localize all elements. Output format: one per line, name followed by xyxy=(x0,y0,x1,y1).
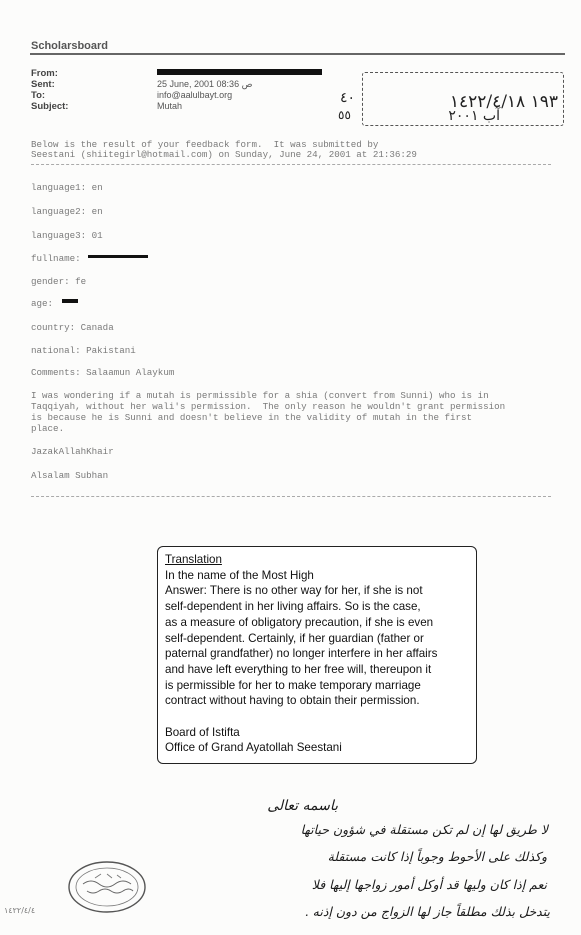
sent-label: Sent: xyxy=(31,79,55,90)
question-line-2: Taqqiyah, without her wali's permission. The only reason he wouldn't grant permission xyxy=(31,401,506,412)
handwritten-line-1: لا طريق لها إن لم تكن مستقلة في شؤون حياتها xyxy=(300,822,548,837)
question-line-4: place. xyxy=(31,423,65,434)
handwritten-line-4: يتدخل بذلك مطلقاً جاز لها الزواج من دون إذنه . xyxy=(304,904,550,919)
to-label: To: xyxy=(31,90,46,101)
field-gender: gender: fe xyxy=(31,276,87,287)
redacted-sender xyxy=(157,69,322,75)
intro-line-1: Below is the result of your feedback form. It was submitted by xyxy=(31,139,379,150)
translation-signature-1: Board of Istifta xyxy=(165,725,240,739)
closing-line-2: Alsalam Subhan xyxy=(31,470,109,481)
stamp-side-number-2: ٥٥ xyxy=(338,108,351,122)
email-brand: Scholarsboard xyxy=(31,40,109,52)
field-comments: Comments: Salaamun Alaykum xyxy=(31,367,175,378)
translation-line: contract without having to obtain their permission. xyxy=(165,694,420,708)
translation-signature-2: Office of Grand Ayatollah Seestani xyxy=(165,741,342,755)
field-country: country: Canada xyxy=(31,322,114,333)
translation-line: In the name of the Most High xyxy=(165,568,314,582)
subject-value: Mutah xyxy=(157,101,183,111)
translation-line: is permissible for her to make temporary marriage xyxy=(165,678,421,692)
stamp-side-number: ٤٠ xyxy=(340,90,356,106)
field-language3: language3: 01 xyxy=(31,230,103,241)
translation-line: paternal grandfather) no longer interfere in her affairs xyxy=(165,647,438,661)
handwritten-header: باسمه تعالى xyxy=(267,798,338,814)
separator xyxy=(31,164,551,165)
translation-spacer xyxy=(165,709,475,725)
translation-line: self-dependent. Certainly, if her guardian (father or xyxy=(165,631,424,645)
handwritten-line-2: وكذلك على الأحوط وجوباً إذا كانت مستقلة xyxy=(327,849,547,864)
official-seal xyxy=(65,858,149,916)
handwritten-line-3: نعم إذا كان وليها قد أوكل أمور زواجها إليها فلا xyxy=(311,877,547,892)
question-line-3: is because he is Sunni and doesn't believe in the validity of mutah in the first xyxy=(31,412,473,423)
to-value: info@aalulbayt.org xyxy=(157,90,233,100)
translation-line: and have left everything to her free will, thereupon it xyxy=(165,662,432,676)
subject-label: Subject: xyxy=(31,101,69,112)
intro-line-2: Seestani (shiitegirl@hotmail.com) on Sunday, June 24, 2001 at 21:36:29 xyxy=(31,149,417,160)
field-language1: language1: en xyxy=(31,182,103,193)
separator-bottom xyxy=(31,496,551,497)
from-label: From: xyxy=(31,68,58,79)
field-national: national: Pakistani xyxy=(31,345,136,356)
translation-title: Translation xyxy=(165,553,222,566)
translation-line: as a measure of obligatory precaution, if she is even xyxy=(165,615,434,629)
stamp-date: ١٩٣ ١٤٢٢/٤/١٨ xyxy=(449,92,558,112)
question-line-1: I was wondering if a mutah is permissible for a shia (convert from Sunni) who is in xyxy=(31,390,489,401)
redacted-age xyxy=(62,299,78,303)
sent-value: 25 June, 2001 08:36 ص xyxy=(157,79,253,89)
translation-line: Answer: There is no other way for her, if she is not xyxy=(165,584,423,598)
stamp-month: آب ٢٠٠١ xyxy=(448,108,500,124)
margin-scrawl: ١٤٢٢/٤/٤ xyxy=(4,906,36,915)
field-age: age: xyxy=(31,298,54,309)
translation-box xyxy=(157,546,477,764)
translation-line: self-dependent in her living affairs. So is the case, xyxy=(165,600,421,614)
closing-line-1: JazakAllahKhair xyxy=(31,446,114,457)
field-language2: language2: en xyxy=(31,206,103,217)
field-fullname: fullname: xyxy=(31,253,81,264)
redacted-fullname xyxy=(88,255,148,258)
header-rule xyxy=(30,53,565,55)
